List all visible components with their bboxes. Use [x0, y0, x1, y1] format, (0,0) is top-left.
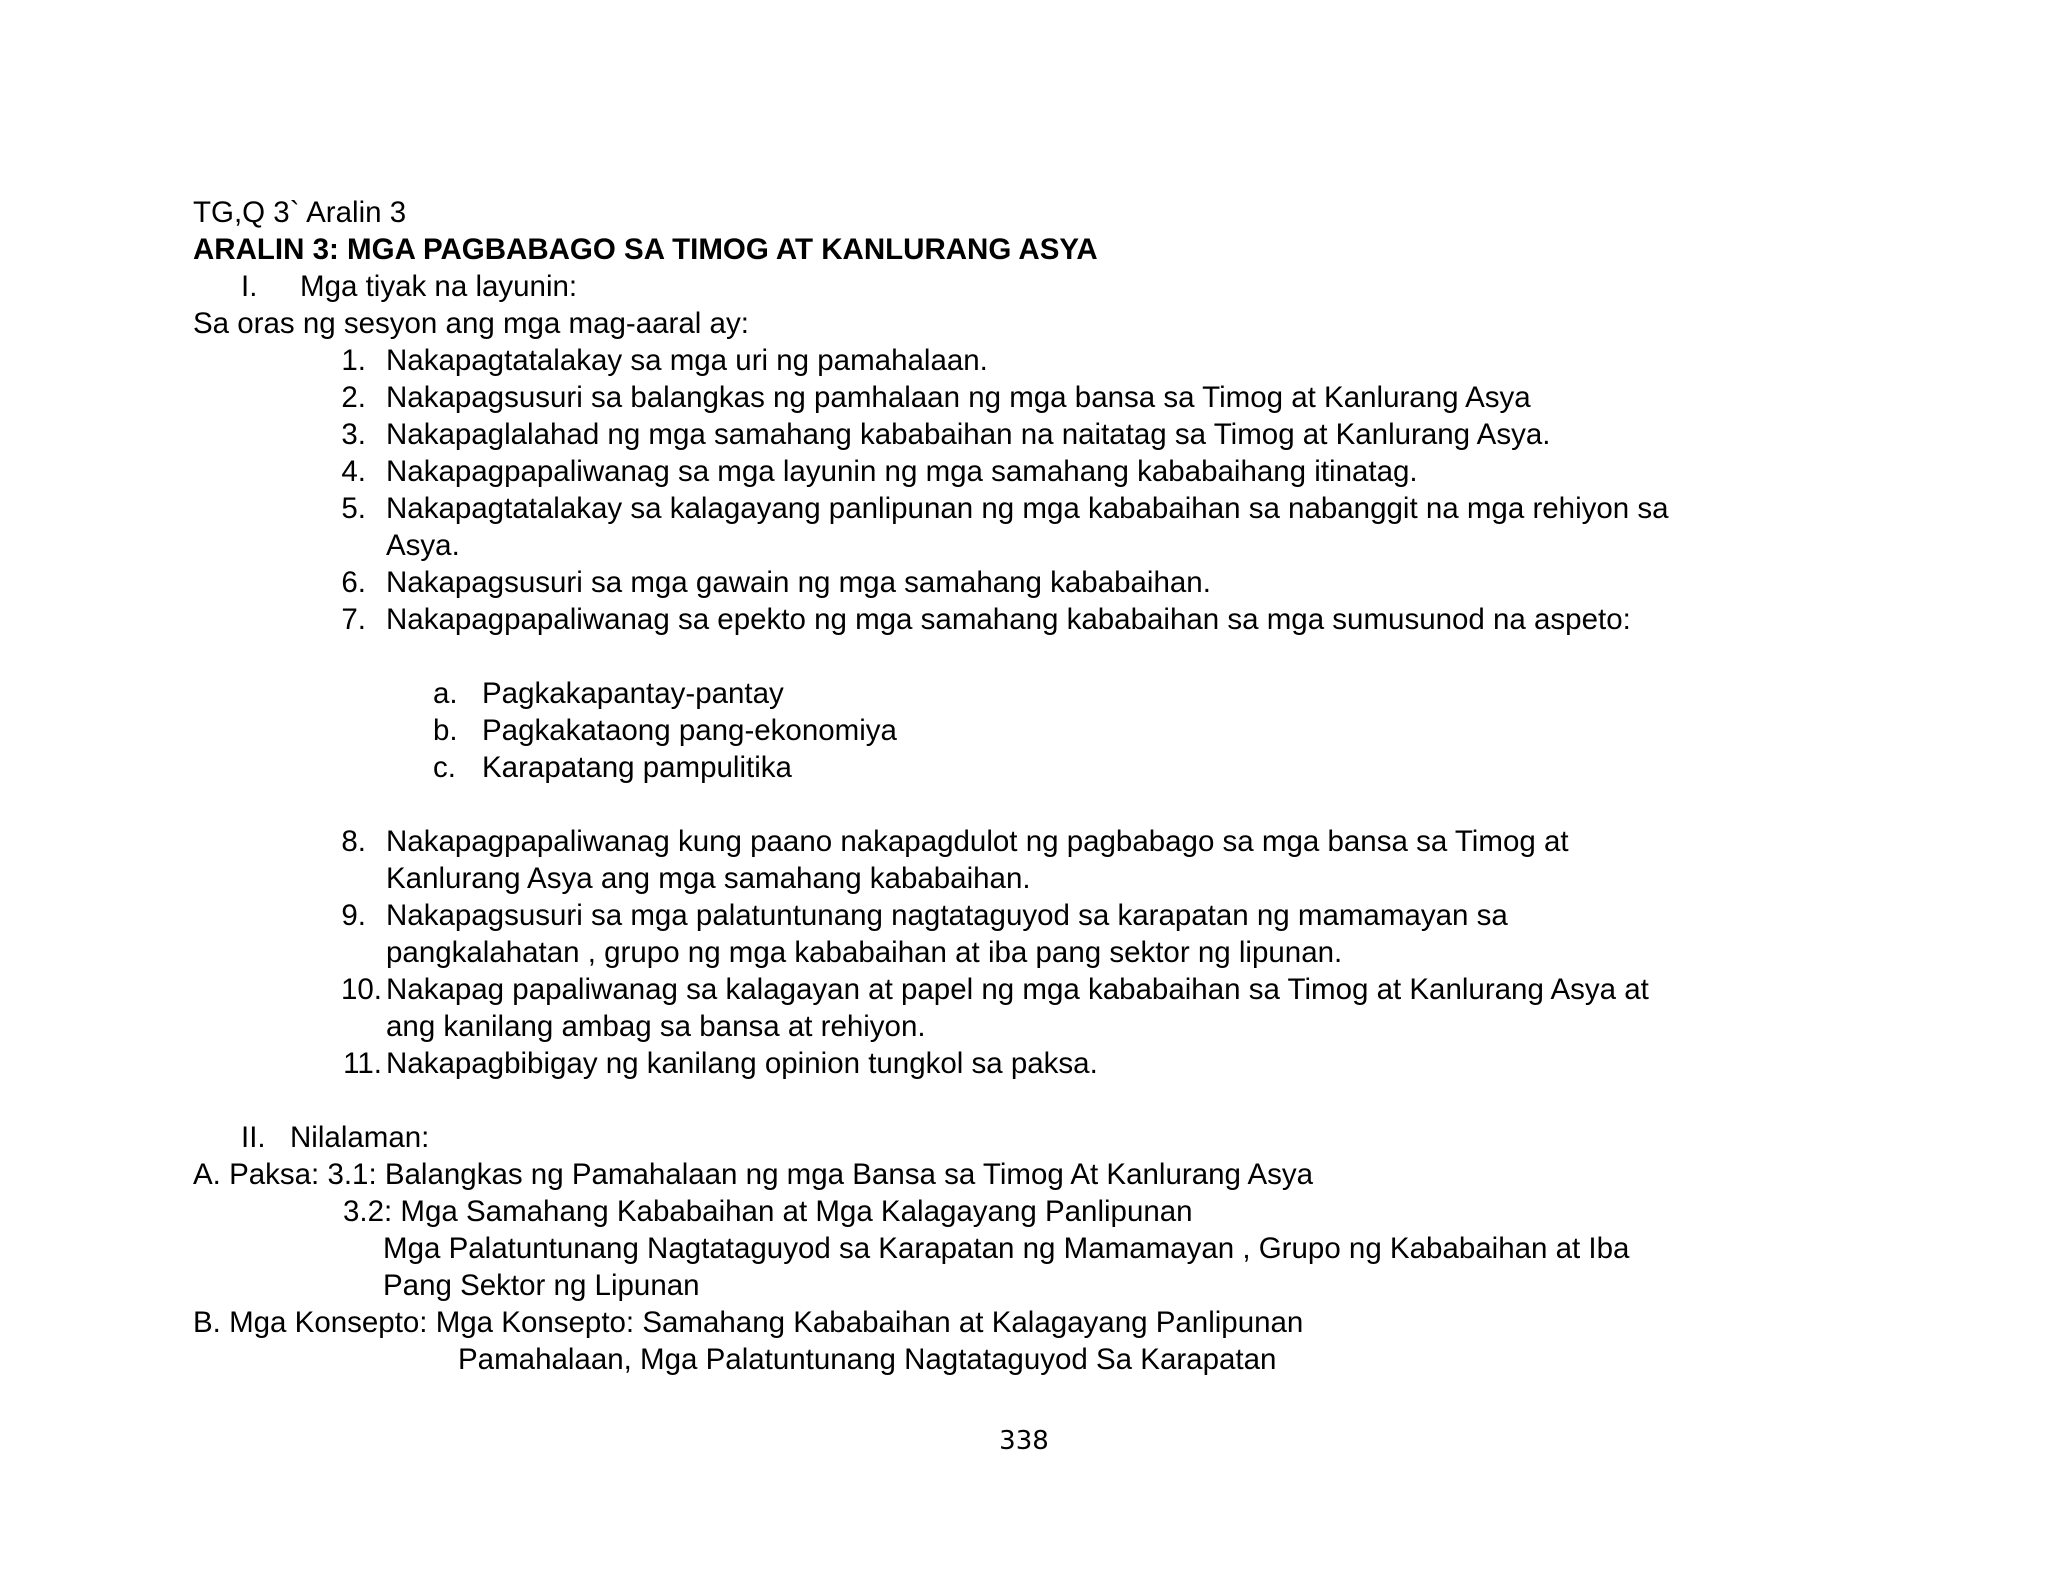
section1-intro: Sa oras ng sesyon ang mga mag-aaral ay:: [193, 307, 749, 340]
lesson-code: TG,Q 3` Aralin 3: [193, 196, 407, 229]
objective-number: 10.: [340, 973, 382, 1006]
section2-numeral: II.: [241, 1121, 266, 1154]
objective-number: 4.: [341, 455, 366, 488]
objective-text: Nakapagsusuri sa balangkas ng pamhalaan ng mga bansa sa Timog at Kanlurang Asya: [386, 381, 1531, 414]
objective-number: 8.: [341, 825, 366, 858]
aspect-text: Karapatang pampulitika: [482, 751, 792, 784]
objective-text-continued: Asya.: [386, 529, 460, 562]
konsepto-line: Pamahalaan, Mga Palatuntunang Nagtataguyod Sa Karapatan: [458, 1343, 1277, 1376]
objective-text: Nakapaglalahad ng mga samahang kababaihan na naitatag sa Timog at Kanlurang Asya.: [386, 418, 1551, 451]
page-number: 338: [999, 1426, 1049, 1456]
objective-text: Nakapagbibigay ng kanilang opinion tungkol sa paksa.: [386, 1047, 1098, 1080]
objective-text: Nakapagpapaliwanag sa epekto ng mga samahang kababaihan sa mga sumusunod na aspeto:: [386, 603, 1631, 636]
objective-number: 5.: [341, 492, 366, 525]
objective-text: Nakapagsusuri sa mga palatuntunang nagtataguyod sa karapatan ng mamamayan sa: [386, 899, 1508, 932]
konsepto-line: B. Mga Konsepto: Mga Konsepto: Samahang Kababaihan at Kalagayang Panlipunan: [193, 1306, 1304, 1339]
objective-text-continued: pangkalahatan , grupo ng mga kababaihan at iba pang sektor ng lipunan.: [386, 936, 1343, 969]
lesson-title: ARALIN 3: MGA PAGBABAGO SA TIMOG AT KANLURANG ASYA: [193, 233, 1098, 266]
aspect-letter: c.: [433, 751, 456, 784]
objective-number: 3.: [341, 418, 366, 451]
objective-text: Nakapagpapaliwanag sa mga layunin ng mga samahang kababaihang itinatag.: [386, 455, 1418, 488]
section1-heading: Mga tiyak na layunin:: [300, 270, 578, 303]
objective-text: Nakapagpapaliwanag kung paano nakapagdulot ng pagbabago sa mga bansa sa Timog at: [386, 825, 1569, 858]
objective-number: 9.: [341, 899, 366, 932]
section1-numeral: I.: [241, 270, 258, 303]
objective-number: 1.: [341, 344, 366, 377]
aspect-text: Pagkakataong pang-ekonomiya: [482, 714, 897, 747]
objective-text-continued: Kanlurang Asya ang mga samahang kababaihan.: [386, 862, 1031, 895]
paksa-line: A. Paksa: 3.1: Balangkas ng Pamahalaan ng mga Bansa sa Timog At Kanlurang Asya: [193, 1158, 1314, 1191]
paksa-line: Pang Sektor ng Lipunan: [383, 1269, 700, 1302]
objective-number: 7.: [341, 603, 366, 636]
objective-number: 11.: [343, 1047, 382, 1080]
aspect-text: Pagkakapantay-pantay: [482, 677, 784, 710]
objective-text: Nakapagtatalakay sa kalagayang panlipunan ng mga kababaihan sa nabanggit na mga rehiyon sa: [386, 492, 1669, 525]
objective-text: Nakapagtatalakay sa mga uri ng pamahalaan.: [386, 344, 988, 377]
objective-text: Nakapag papaliwanag sa kalagayan at papel ng mga kababaihan sa Timog at Kanlurang Asya at: [386, 973, 1649, 1006]
objective-text-continued: ang kanilang ambag sa bansa at rehiyon.: [386, 1010, 926, 1043]
aspect-letter: b.: [433, 714, 458, 747]
objective-text: Nakapagsusuri sa mga gawain ng mga samahang kababaihan.: [386, 566, 1211, 599]
paksa-line: 3.2: Mga Samahang Kababaihan at Mga Kalagayang Panlipunan: [343, 1195, 1193, 1228]
aspect-letter: a.: [433, 677, 458, 710]
objective-number: 6.: [341, 566, 366, 599]
section2-heading: Nilalaman:: [290, 1121, 430, 1154]
paksa-line: Mga Palatuntunang Nagtataguyod sa Karapatan ng Mamamayan , Grupo ng Kababaihan at Iba: [383, 1232, 1630, 1265]
objective-number: 2.: [341, 381, 366, 414]
